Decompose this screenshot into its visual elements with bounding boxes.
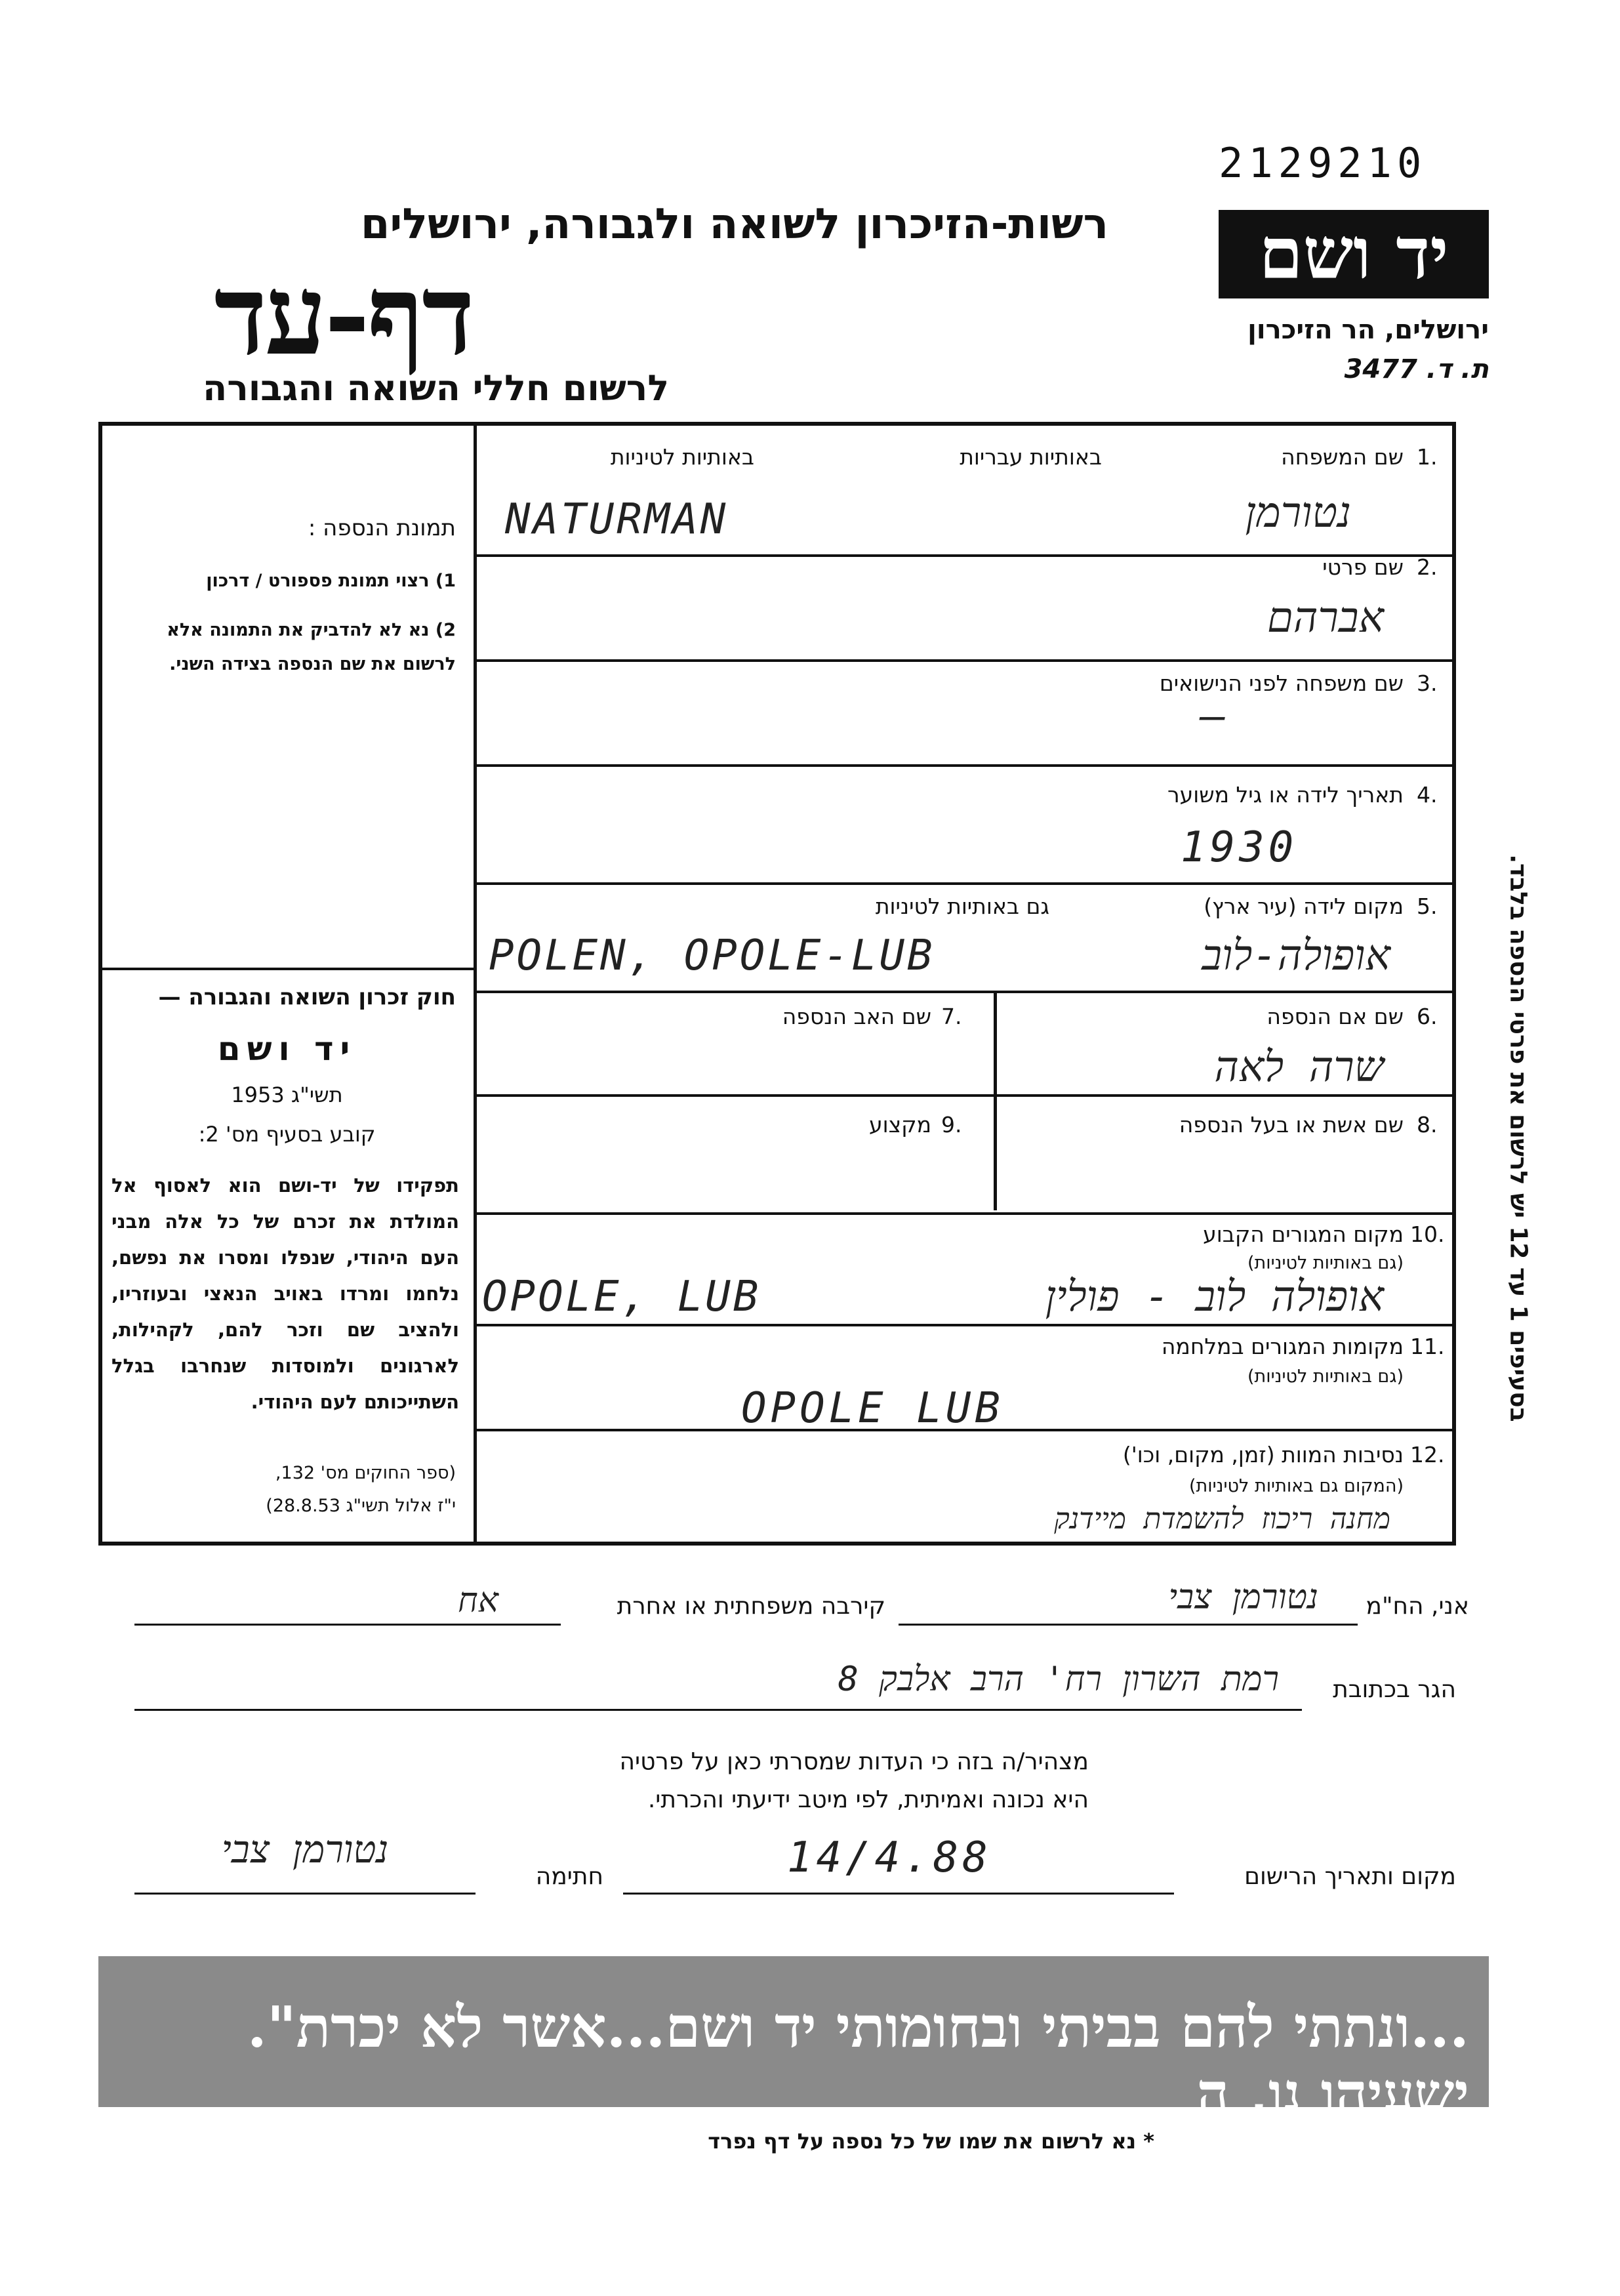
signature-value: נטורמן צבי — [221, 1827, 389, 1872]
field-7-label: שם האב הנספה — [782, 1004, 931, 1029]
maiden-name-value: — — [1200, 692, 1226, 741]
field-divider — [994, 991, 997, 1210]
field-9-label: מקצוע — [868, 1112, 931, 1138]
law-source: (ספר החוקים מס' 132, — [275, 1463, 456, 1483]
signature-line — [134, 1893, 476, 1895]
field-4-number: 4. — [1417, 782, 1438, 808]
place-date-label: מקום ותאריך הרישום — [1244, 1863, 1456, 1890]
birth-year-value: 1930 — [1181, 823, 1298, 872]
side-note — [1495, 794, 1541, 1483]
declarant-line — [899, 1624, 1358, 1626]
signature-label: חתימה — [535, 1863, 603, 1890]
row-separator — [476, 1094, 1456, 1097]
photo-item-1: 1) רצוי תמונת פספורט / דרכון — [206, 571, 456, 591]
document-number: 2129210 — [1219, 139, 1427, 187]
mother-name-value: שרה לאה — [1214, 1043, 1384, 1092]
law-heading: חוק זכרון השואה והגבורה — — [158, 984, 456, 1010]
page-title: דף-עד — [214, 250, 472, 380]
wartime-residence-value: OPOLE LUB — [741, 1384, 1004, 1433]
relation-label: קירבה משפחתית או אחרת — [617, 1593, 885, 1620]
law-body: תפקידו של יד-ושם הוא לאסוף אל המולדת את זכרם של כל אלה מבני העם היהודי, שנפלו ומסרו את נפשם, נלחמו ומרדו באויב הנאצי ובעוזריו, ולהציב שם וזכר להם, לקהילות, לארגונים ולמוסדות שנחרבו בגלל השתייכותם לעם היהודי. — [111, 1174, 459, 1413]
side-note-text: בסעיפים 1 עד 12 יש לרשום את פרטי הנספה בלבד. — [1505, 854, 1532, 1422]
address-value: רמת השרון רח' הרב אלבק 8 — [838, 1660, 1279, 1699]
field-11-sublabel: (גם באותיות לטיניות) — [1247, 1366, 1404, 1387]
field-10-sublabel: (גם באותיות לטיניות) — [1247, 1253, 1404, 1273]
logo-pobox: ת. ד. 3477 — [1344, 354, 1489, 384]
row-separator — [476, 882, 1456, 885]
declarant-value: נטורמן צבי — [1168, 1578, 1318, 1617]
field-11-number: 11. — [1410, 1334, 1445, 1359]
field-10-label: מקום המגורים הקבוע — [1203, 1221, 1404, 1247]
statement-line-1: מצהיר/ה בזה כי העדות שמסרתי כאן על פרטיה — [619, 1748, 1089, 1775]
statement-line-2: היא נכונה ואמיתית, לפי מיטב ידיעתי והכרתי. — [647, 1786, 1089, 1813]
birthplace-latin-value: POLEN, OPOLE-LUB — [489, 932, 935, 980]
field-12-sublabel: (המקום גם באותיות לטיניות) — [1188, 1476, 1404, 1496]
banner-quote: ...ונתתי להם בביתי ובחומותי יד ושם...אשר לא יכרת". ישעיהו נו, ה — [247, 1994, 1469, 2127]
field-3-label: שם משפחה לפני הנישואים — [1159, 670, 1404, 696]
field-10-number: 10. — [1410, 1221, 1445, 1247]
field-12-number: 12. — [1410, 1442, 1445, 1467]
law-name: יד ושם — [217, 1030, 357, 1068]
address-label: הגר בכתובת — [1333, 1676, 1456, 1703]
declarant-label: אני, הח"מ — [1366, 1593, 1469, 1620]
field-6-number: 6. — [1417, 1004, 1438, 1029]
left-box-divider — [98, 968, 476, 970]
place-date-value: 14/4.88 — [787, 1834, 992, 1882]
field-8-number: 8. — [1417, 1112, 1438, 1138]
field-5-label: מקום לידה (עיר ארץ) — [1204, 893, 1404, 919]
relation-line — [134, 1624, 561, 1626]
logo-address: ירושלים, הר הזיכרון — [1247, 315, 1489, 345]
field-2-number: 2. — [1417, 554, 1438, 580]
field-3-number: 3. — [1417, 670, 1438, 696]
page-subtitle: לרשום חללי השואה והגבורה — [203, 367, 669, 409]
field-4-label: תאריך לידה או גיל משוער — [1167, 782, 1404, 808]
field-2-label: שם פרטי — [1322, 554, 1404, 580]
field-9-number: 9. — [941, 1112, 962, 1138]
field-7-number: 7. — [941, 1004, 962, 1029]
column-latin-label: באותיות לטיניות — [610, 444, 754, 470]
authority-title: רשות-הזיכרון לשואה ולגבורה, ירושלים — [360, 200, 1108, 249]
first-name-value: אברהם — [1266, 594, 1384, 642]
field-6-label: שם אם הנספה — [1266, 1004, 1404, 1029]
surname-latin-value: NATURMAN — [505, 495, 729, 544]
field-5-number: 5. — [1417, 893, 1438, 919]
row-separator — [476, 991, 1456, 993]
field-11-label: מקומות המגורים במלחמה — [1161, 1334, 1404, 1359]
address-line — [134, 1709, 1302, 1711]
residence-hebrew-value: אופולה לוב - פולין — [1045, 1273, 1384, 1321]
field-1-number: 1. — [1417, 444, 1438, 470]
row-separator — [476, 764, 1456, 767]
residence-latin-value: OPOLE, LUB — [482, 1273, 761, 1321]
death-circumstances-value: מחנה ריכוז להשמדת מיידנק — [1054, 1502, 1390, 1536]
birthplace-hebrew-value: אופולה-לוב — [1202, 932, 1390, 980]
relation-value: אח — [458, 1581, 498, 1620]
yad-vashem-logo: יד ושם — [1219, 210, 1489, 298]
row-separator — [476, 1212, 1456, 1215]
law-clause: קובע בסעיף מס' 2: — [198, 1122, 376, 1147]
column-divider — [474, 422, 477, 1546]
law-source-date: י"ז אלול תשי"ג 28.8.53) — [266, 1496, 456, 1516]
surname-hebrew-value: נטורמן — [1245, 489, 1351, 537]
field-8-label: שם אשת או בעל הנספה — [1179, 1112, 1404, 1138]
row-separator — [476, 1324, 1456, 1326]
photo-item-2: 2) נא לא להדביק את התמונה אלא לרשום את שם הנספה בצידה השני. — [167, 620, 456, 674]
field-12-label: נסיבות המוות (זמן, מקום, וכו') — [1122, 1442, 1404, 1467]
row-separator — [476, 659, 1456, 662]
column-hebrew-label: באותיות עבריות — [960, 444, 1102, 470]
photo-heading: תמונת הנספה : — [308, 515, 456, 541]
footnote: * נא לרשום את שמו של כל נספה על דף נפרד — [708, 2129, 1154, 2154]
place-date-line — [623, 1893, 1174, 1895]
law-year: תשי"ג 1953 — [231, 1082, 343, 1107]
field-5-latin-label: גם באותיות לטיניות — [875, 893, 1049, 919]
field-1-label: שם המשפחה — [1281, 444, 1404, 470]
